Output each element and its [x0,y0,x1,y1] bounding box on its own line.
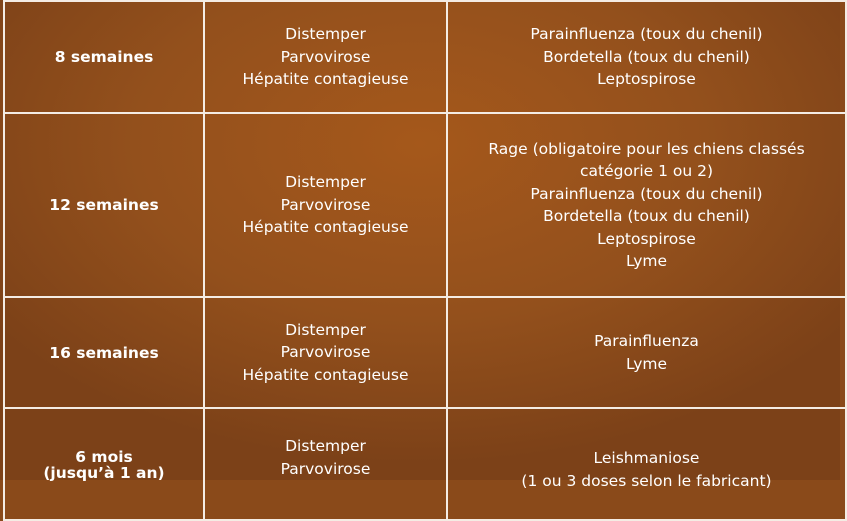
vaccine-name: Hépatite contagieuse [242,218,409,237]
vaccine-name: Distemper [285,320,366,339]
age-label: 12 semaines [49,196,159,214]
age-cell [4,1,204,113]
vaccine-name: Distemper [285,437,366,455]
table-row [4,297,846,408]
vaccine-name: catégorie 1 ou 2) [579,162,714,180]
vaccination-schedule-table [3,0,847,521]
core-vaccines-cell [204,297,447,408]
table-row [4,408,846,520]
vaccine-name: Parvovirose [280,459,371,478]
core-vaccines-cell [204,408,447,520]
vaccine-name: Bordetella (toux du chenil) [543,207,750,225]
vaccine-name: (1 ou 3 doses selon le fabricant) [521,471,772,490]
vaccine-name: Parainfluenza (toux du chenil) [530,25,763,44]
vaccine-name: Leptospirose [597,229,696,248]
core-vaccines-cell [204,113,447,297]
vaccine-name: Parvovirose [280,195,371,214]
age-cell [4,297,204,408]
table-row [4,1,846,113]
age-label: 6 mois [75,448,133,466]
vaccine-name: Parvovirose [280,343,371,362]
vaccine-name: Rage (obligatoire pour les chiens classés [488,139,805,158]
age-cell [4,408,204,520]
vaccine-name: Hépatite contagieuse [242,365,409,384]
vaccine-name: Lyme [625,354,668,373]
age-label: 8 semaines [54,48,154,66]
other-vaccines-cell [447,1,846,113]
core-vaccines-cell [204,1,447,113]
vaccine-name: Bordetella (toux du chenil) [543,47,750,66]
vaccine-name: Parvovirose [280,47,371,66]
vaccine-name: Hépatite contagieuse [242,70,409,89]
vaccine-name: Leishmaniose [593,449,700,467]
vaccine-name: Lyme [625,252,668,270]
vaccine-name: Parainfluenza [594,332,699,350]
table-row [4,113,846,297]
other-vaccines-cell [447,113,846,297]
other-vaccines-cell [447,297,846,408]
vaccine-name: Parainfluenza (toux du chenil) [530,184,763,203]
vaccine-name: Leptospirose [597,70,696,89]
other-vaccines-cell [447,408,846,520]
age-label: 16 semaines [49,343,159,362]
vaccine-name: Distemper [285,173,366,192]
age-cell [4,113,204,297]
vaccine-name: Distemper [285,25,366,44]
age-label: (jusqu’à 1 an) [43,464,165,482]
